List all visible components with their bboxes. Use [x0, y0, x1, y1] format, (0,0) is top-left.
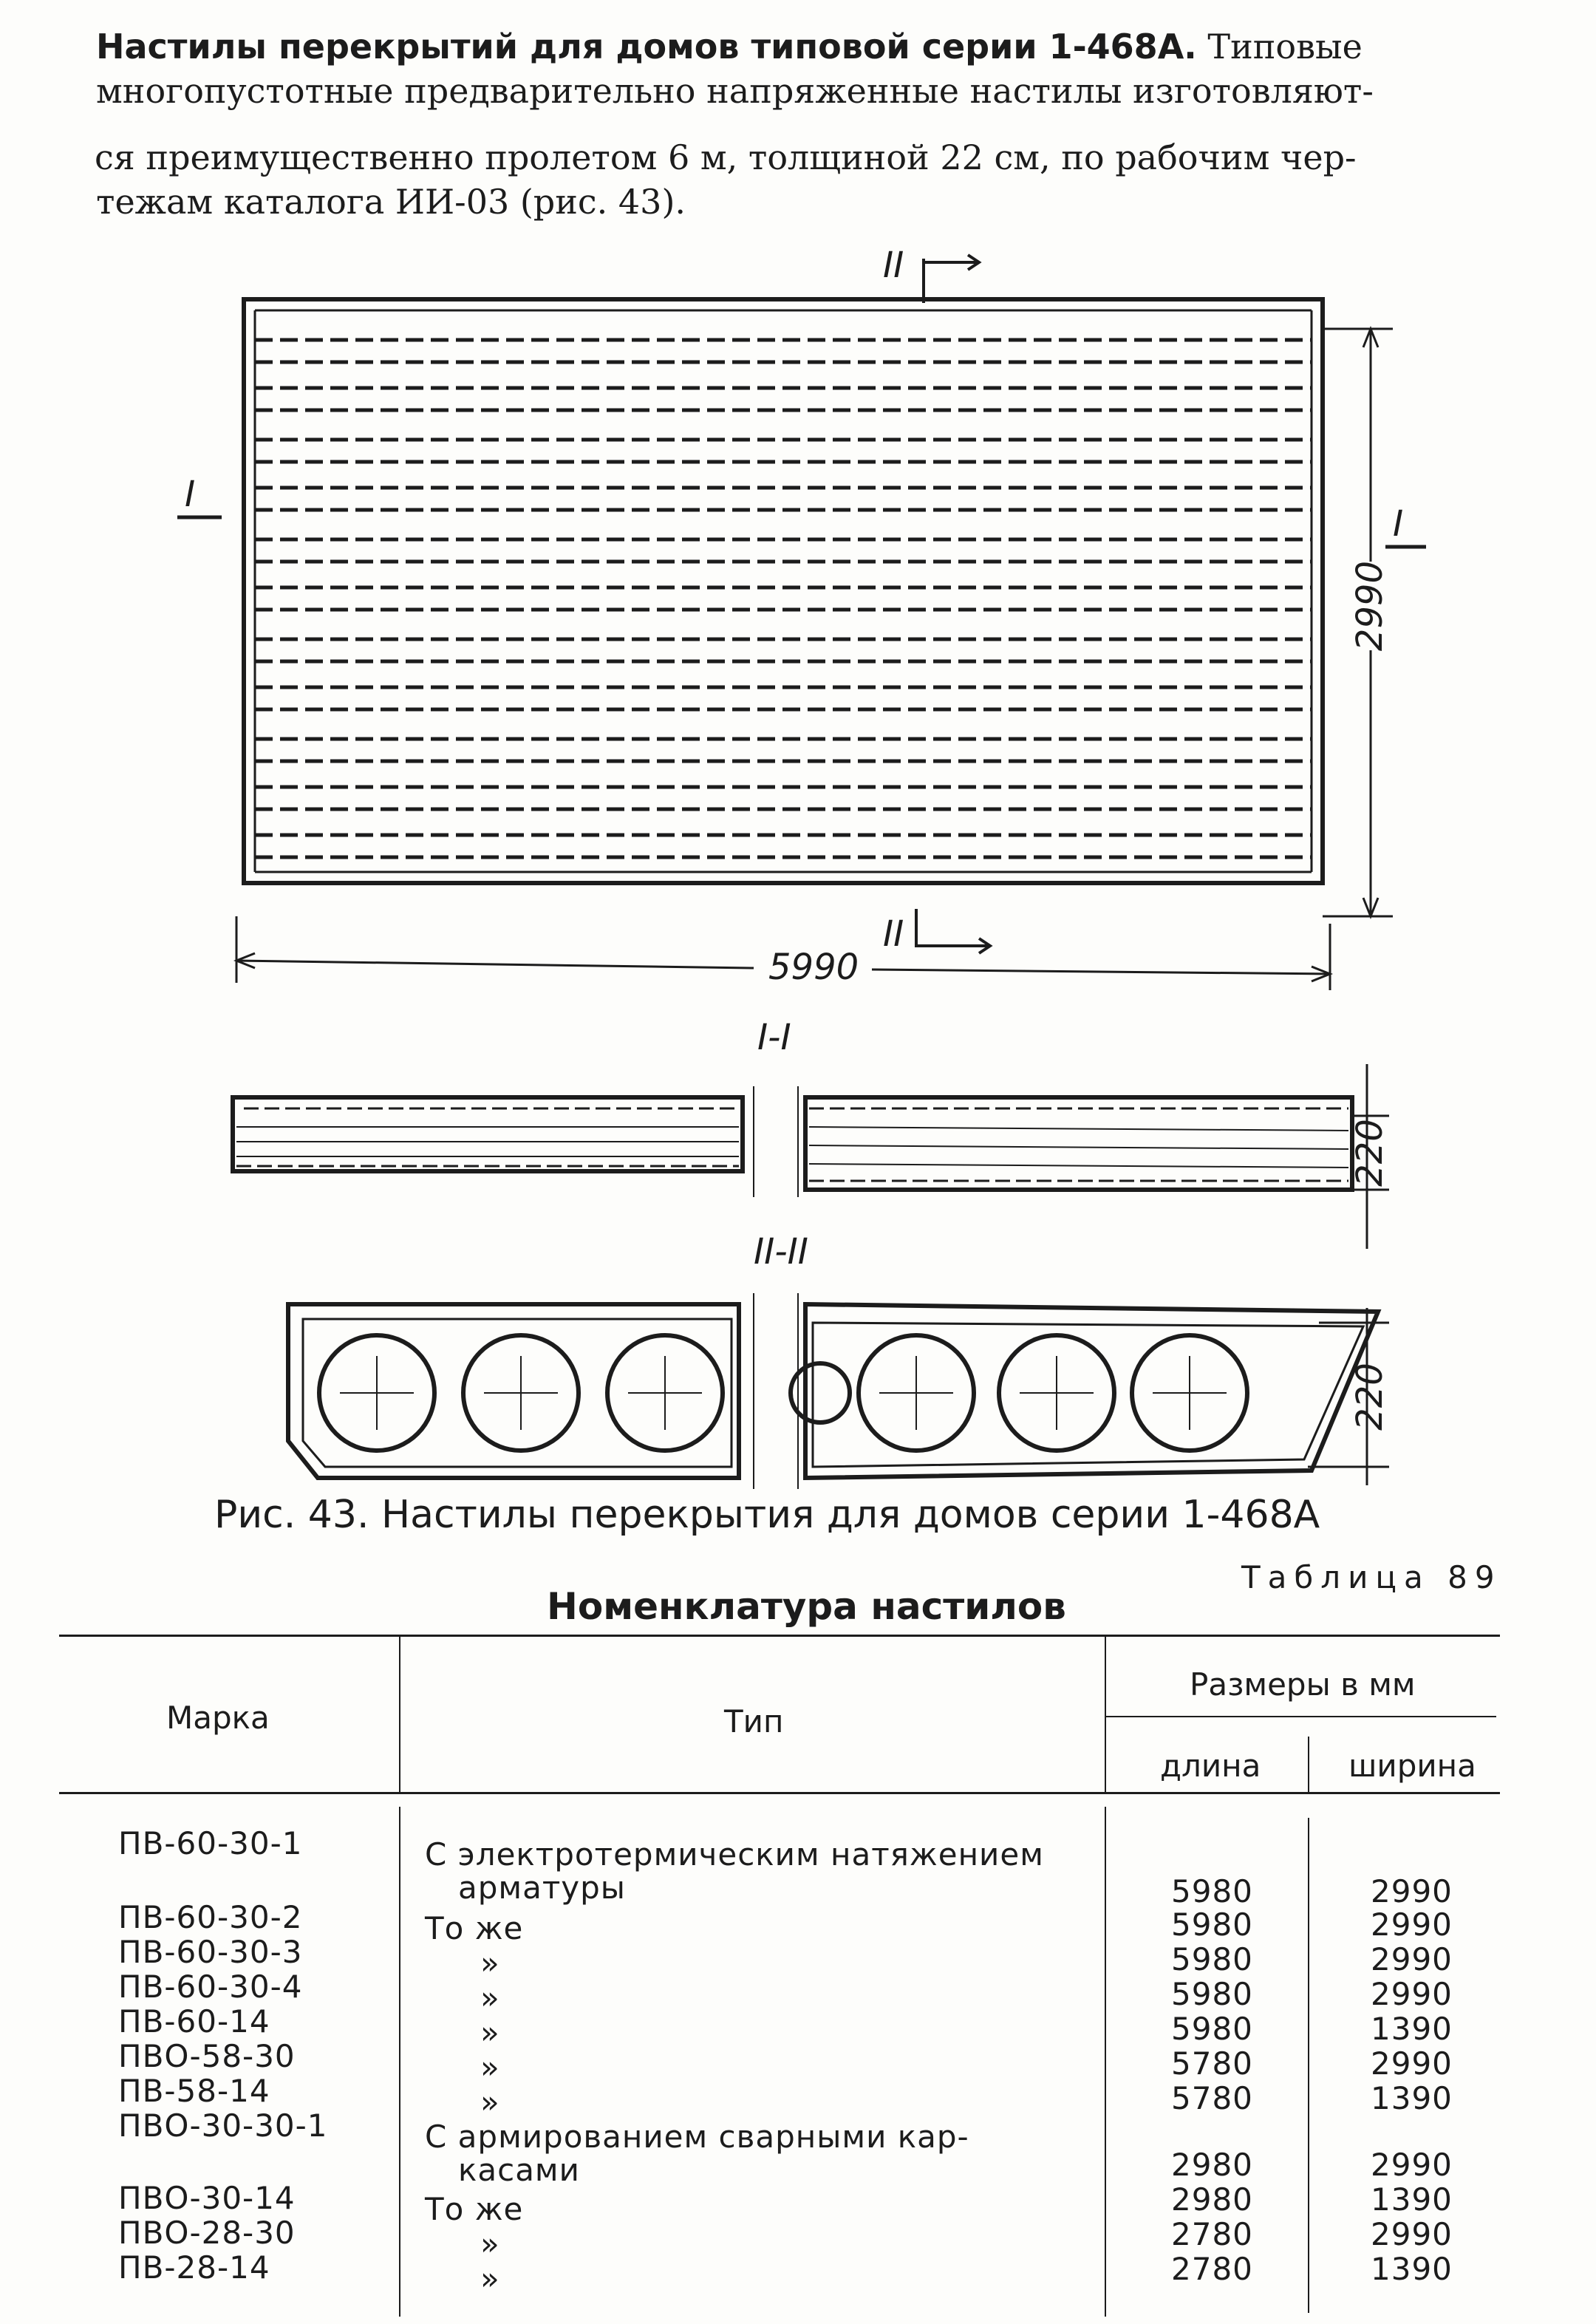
cell-marka: ПВ-60-30-2	[118, 1899, 303, 1935]
cell-length: 2980	[1171, 2147, 1253, 2183]
cell-marka: ПВО-58-30	[118, 2038, 296, 2074]
cell-length: 2980	[1171, 2181, 1253, 2218]
cell-length: 5980	[1171, 1976, 1253, 2012]
cell-marka: ПВ-60-30-4	[118, 1969, 303, 2005]
slab-void-lines	[255, 340, 1312, 857]
dimension-220-section-I: 220	[1349, 1119, 1391, 1187]
header-sizes: Размеры в мм	[1190, 1666, 1416, 1703]
cell-width: 1390	[1371, 2181, 1453, 2218]
cell-width: 1390	[1371, 2251, 1453, 2287]
cell-marka: ПВ-60-14	[118, 2003, 270, 2040]
header-tip: Тип	[724, 1703, 784, 1739]
cell-tip: »	[480, 2226, 500, 2262]
cell-marka: ПВ-60-30-1	[118, 1825, 303, 1861]
header-width: ширина	[1348, 1748, 1476, 1784]
cell-length: 5980	[1171, 1873, 1253, 1909]
cell-marka: ПВ-58-14	[118, 2073, 270, 2109]
header-length: длина	[1160, 1748, 1261, 1784]
cell-marka: ПВО-30-14	[118, 2180, 296, 2216]
cell-width: 2990	[1371, 2147, 1453, 2183]
section-II-II-title: II-II	[754, 1231, 808, 1272]
cell-length: 2780	[1171, 2216, 1253, 2252]
intro-heading: Настилы перекрытий для домов типовой серии 1-468А.	[96, 27, 1197, 67]
cell-tip: »	[480, 1945, 500, 1981]
cell-tip: С электротермическим натяжением	[425, 1836, 1044, 1873]
table-body-vline-2	[1105, 1807, 1106, 2317]
table-body-vline-1	[399, 1807, 400, 2317]
cell-length: 5980	[1171, 1941, 1253, 1977]
cell-tip: арматуры	[458, 1870, 626, 1906]
cell-tip: То же	[425, 1910, 524, 1946]
hollow-core-voids	[319, 1335, 1247, 1451]
table-number: Таблица 89	[1241, 1559, 1502, 1595]
section-II-label-top: II	[883, 245, 904, 286]
table-subheader-rule	[1105, 1716, 1496, 1717]
cell-width: 2990	[1371, 1906, 1453, 1943]
intro-line-4: тежам каталога ИИ-03 (рис. 43).	[96, 182, 686, 222]
table-body-vline-3	[1308, 1818, 1309, 2313]
section-I-label-left: I	[185, 474, 196, 515]
intro-line-3: ся преимущественно пролетом 6 м, толщиной 22 см, по рабочим чер-	[95, 137, 1357, 177]
header-marka: Марка	[166, 1700, 270, 1736]
cell-marka: ПВО-30-30-1	[118, 2107, 328, 2144]
table-header-rule	[59, 1792, 1500, 1794]
section-II-top-marker	[924, 255, 979, 303]
section-II-bottom-marker	[916, 909, 990, 953]
dimension-220-section-II: 220	[1349, 1363, 1391, 1431]
cell-width: 2990	[1371, 1873, 1453, 1909]
cell-width: 1390	[1371, 2080, 1453, 2116]
cell-width: 2990	[1371, 2045, 1453, 2082]
section-II-label-bottom: II	[883, 913, 904, 955]
cell-width: 2990	[1371, 1941, 1453, 1977]
cell-length: 5780	[1171, 2045, 1253, 2082]
cell-tip: »	[480, 2084, 500, 2120]
cell-width: 2990	[1371, 1976, 1453, 2012]
table-top-rule	[59, 1635, 1500, 1637]
cell-tip: »	[480, 2014, 500, 2051]
cell-tip: касами	[458, 2152, 580, 2188]
cell-marka: ПВ-60-30-3	[118, 1934, 303, 1970]
table-vline-3	[1308, 1737, 1309, 1792]
table-vline-1	[399, 1637, 400, 1792]
cell-length: 5980	[1171, 2011, 1253, 2047]
dimension-5990: 5990	[768, 947, 859, 988]
cell-width: 1390	[1371, 2011, 1453, 2047]
section-II-II-drawing	[288, 1293, 1378, 1489]
table-title: Номенклатура настилов	[547, 1585, 1066, 1628]
figure-caption: Рис. 43. Настилы перекрытия для домов серии 1-468А	[214, 1493, 1320, 1537]
cell-width: 2990	[1371, 2216, 1453, 2252]
cell-tip: С армированием сварными кар-	[425, 2119, 969, 2155]
intro-line-1-rest: Типовые	[1196, 27, 1363, 67]
cell-length: 2780	[1171, 2251, 1253, 2287]
intro-line-2: многопустотные предварительно напряженные настилы изготовляют-	[96, 71, 1374, 111]
dimension-2990: 2990	[1349, 560, 1391, 652]
section-I-I-drawing	[233, 1086, 1352, 1197]
table-vline-2	[1105, 1637, 1106, 1792]
cell-tip: »	[480, 2049, 500, 2085]
section-I-I-title: I-I	[757, 1017, 791, 1058]
cell-tip: То же	[425, 2191, 524, 2227]
section-I-label-right: I	[1393, 503, 1404, 545]
cell-length: 5780	[1171, 2080, 1253, 2116]
cell-marka: ПВО-28-30	[118, 2215, 296, 2251]
cell-tip: »	[480, 1980, 500, 2016]
cell-length: 5980	[1171, 1906, 1253, 1943]
cell-marka: ПВ-28-14	[118, 2249, 270, 2286]
cell-tip: »	[480, 2260, 500, 2297]
